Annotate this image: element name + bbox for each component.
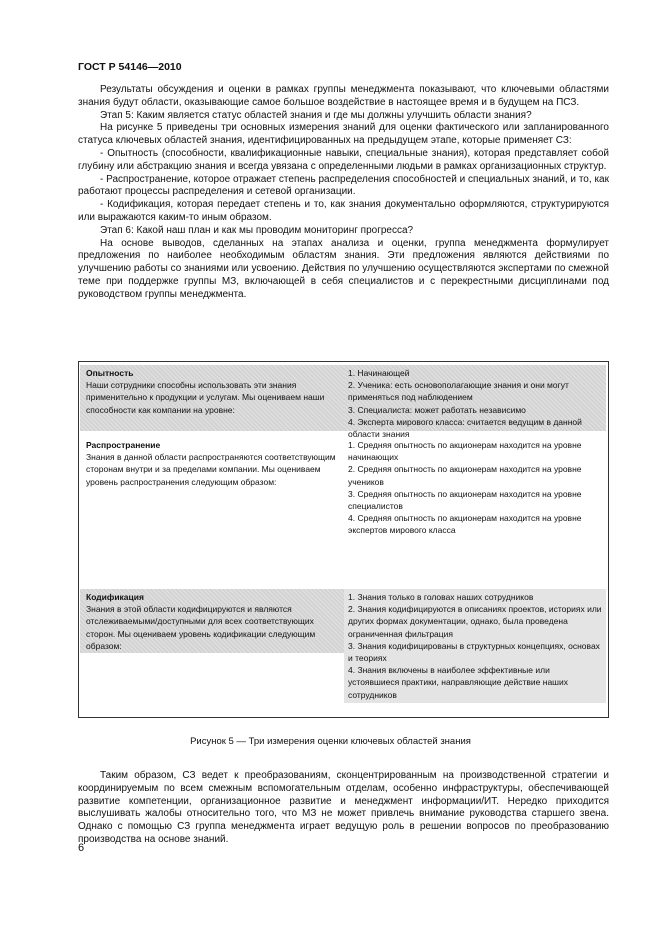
paragraph: Этап 5: Каким является статус областей знания и где мы должны улучшить области знания?: [100, 109, 532, 121]
level-item: 2. Средняя опытность по акционерам находится на уровне учеников: [348, 464, 582, 487]
paragraph: На рисунке 5 приведены три основных измерения знаний для оценки фактического или запланированного статуса ключевых областей знания, идентифицированных на предыдущем этапе, которые применяет СЗ:: [78, 122, 609, 147]
paragraph: Этап 6: Какой наш план и как мы проводим мониторинг прогресса?: [100, 224, 414, 236]
paragraph: Таким образом, СЗ ведет к преобразованиям, сконцентрированным на производственной стратегии и координируемым по всем смежным вспомогательным отделам, особенно инфраструктуры, обеспечивающей развитие компетенции, организационное развитие и менеджмент информации/ИТ. Нередко приходится выслушивать жалобы относительно того, что МЗ не может привлечь внимание руководства старшего звена. Однако с помощью СЗ группа менеджмента играет ведущую роль в решении вопросов по преобразованию производства на основе знаний.: [78, 770, 609, 845]
distribution-left: [80, 437, 350, 501]
page-number: 6: [78, 842, 85, 854]
level-item: 1. Знания только в головах наших сотрудников: [348, 592, 534, 602]
codification-left: [80, 589, 350, 653]
level-item: 3. Средняя опытность по акционерам находится на уровне специалистов: [348, 488, 582, 512]
level-item: 3. Специалиста: может работать независимо: [348, 404, 526, 415]
expertise-left: [80, 365, 350, 431]
paragraph: - Опытность (способности, квалификационные навыки, специальные знания), которая представляет собой глубину или абстракцию знания и всегда увязана с определенными людьми в рамках организационных структур.: [78, 147, 609, 172]
level-item: 3. Знания кодифицированы в структурных концепциях, основах и теориях: [348, 640, 600, 664]
distribution-levels: [344, 437, 606, 539]
level-item: 4. Средняя опытность по акционерам находится на уровне экспертов мирового класса: [348, 513, 582, 536]
level-item: 2. Знания кодифицируются в описаниях проектов, историях или других формах документации, однако, была проведена ограниченная фильтрация: [348, 604, 602, 639]
row-description: Наши сотрудники способны использовать эти знания применительно к продукции и услугам. Мы оцениваем наши способности как компании на уровне:: [86, 380, 325, 415]
level-item: 4. Знания включены в наиболее эффективные или устоявшиеся практики, направляющие действие наших сотрудников: [348, 665, 568, 700]
level-item: 4. Эксперта мирового класса: считается ведущим в данной области знания: [348, 416, 582, 440]
bottom-text: [78, 770, 609, 847]
row-title: Кодификация: [86, 592, 144, 602]
level-item: 2. Ученика: есть основополагающие знания и они могут применяться под наблюдением: [348, 380, 569, 403]
document-id: ГОСТ Р 54146—2010: [78, 61, 182, 73]
expertise-levels: [344, 365, 606, 440]
row-description: Знания в данной области распространяются соответствующим сторонам внутри и за пределами компании. Мы оцениваем уровень распространения следующим образом:: [86, 452, 336, 487]
row-description: Знания в этой области кодифицируются и являются отслеживаемыми/доступными для всех соответствующих сторон. Мы оцениваем уровень кодификации следующим образом:: [86, 604, 316, 651]
top-text: [78, 84, 609, 302]
row-title: Распространение: [86, 440, 161, 450]
level-item: 1. Средняя опытность по акционерам находится на уровне начинающих: [348, 440, 582, 463]
paragraph: - Распространение, которое отражает степень распределения способностей и специальных знаний, и то, как работают процессы распределения и сетевой организации.: [78, 173, 609, 198]
paragraph: Результаты обсуждения и оценки в рамках группы менеджмента показывают, что ключевыми областями знания будут области, оказывающие самое большое воздействие в настоящее время и в будущем на ПСЗ.: [78, 84, 609, 108]
figure-caption: Рисунок 5 — Три измерения оценки ключевых областей знания: [190, 736, 471, 747]
level-item: 1. Начинающей: [348, 368, 410, 378]
row-title: Опытность: [86, 368, 134, 378]
paragraph: На основе выводов, сделанных на этапах анализа и оценки, группа менеджмента формулирует предложения по наиболее необходимым областям знания. Эти предложения являются действиями по улучшению работы со знаниями или усвоению. Действия по улучшению осуществляются экспертами по смежной теме при поддержке группы МЗ, включающей в себя специалистов и с перекрестными дисциплинами под руководством группы менеджмента.: [78, 237, 609, 300]
figure-5: [78, 361, 609, 718]
paragraph: - Кодификация, которая передает степень и то, как знания документально оформляются, структурируются или выражаются каким-то иным образом.: [78, 199, 609, 223]
codification-levels: [344, 589, 606, 703]
